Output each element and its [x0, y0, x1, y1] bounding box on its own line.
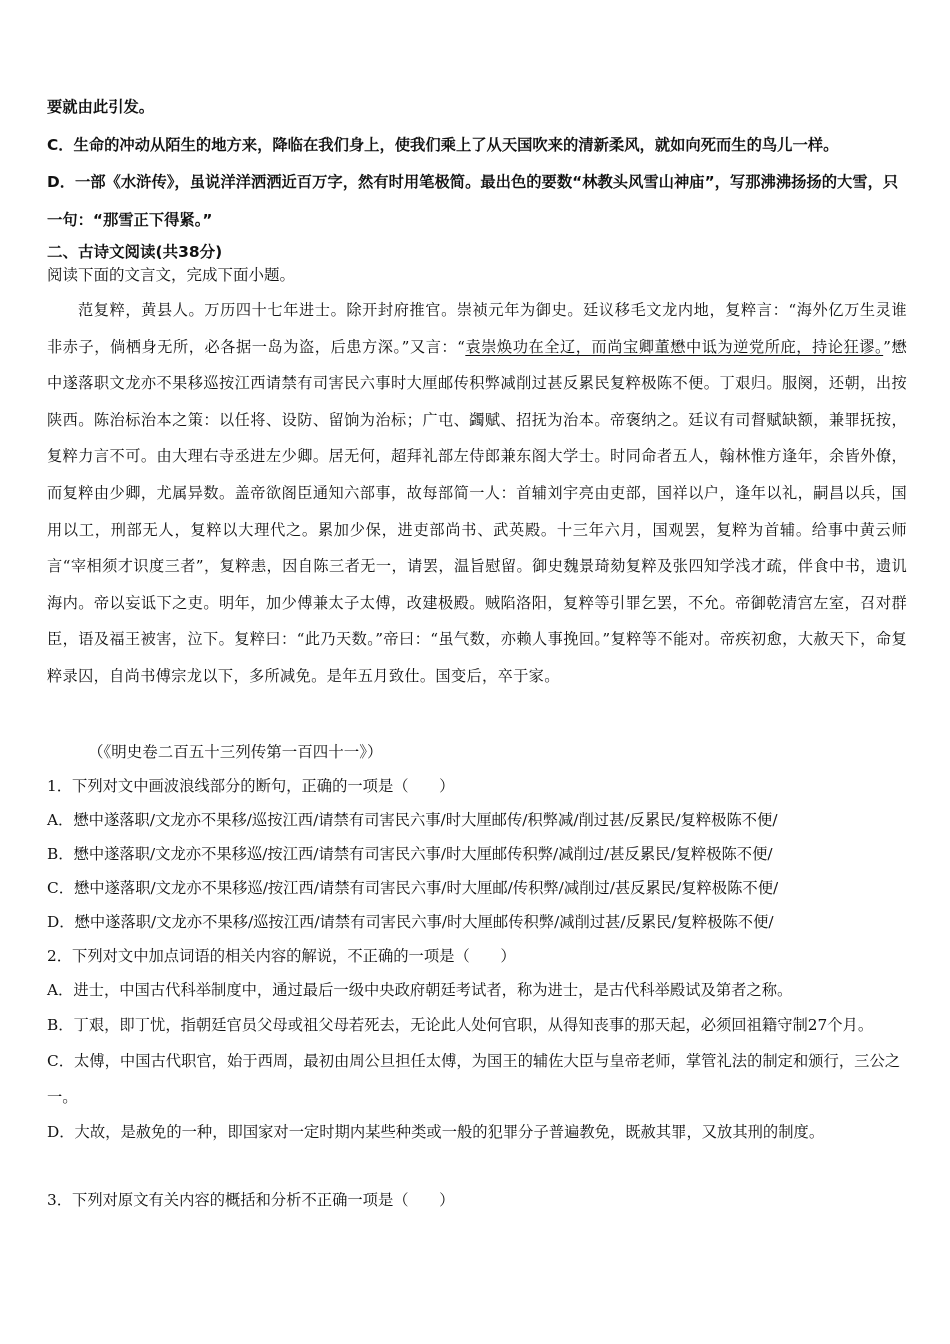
- question-2-option-a: A．进士，中国古代科举制度中，通过最后一级中央政府朝廷考试者，称为进士，是古代科举殿试及第者之称。: [47, 981, 793, 999]
- question-3-stem: 3．下列对原文有关内容的概括和分析不正确一项是（ ）: [47, 1191, 455, 1209]
- question-1-option-b: B．懋中遂落职/文龙亦不果移巡/按江西/请禁有司害民六事/时大厘邮传积弊/减削过/甚反累民/复粹极陈不便/: [47, 845, 773, 863]
- question-1: [47, 769, 907, 939]
- question-3: [47, 1183, 907, 1217]
- option-line-tail: 要就由此引发。: [47, 98, 155, 116]
- question-2-option-c: C．太傅，中国古代职官，始于西周，最初由周公旦担任太傅，为国王的辅佐大臣与皇帝老师，掌管礼法的制定和颁行，三公之一。: [47, 1052, 901, 1106]
- passage-part-1: 范复粹，黄县人。万历四十七年进士。除开封府推官。崇祯元年为御史。廷议移毛文龙内地，复粹言：“海外亿万生灵谁非赤子，倘栖身无所，必各据一岛为盗，后患方深。”又言：“: [47, 301, 907, 356]
- passage-source: （《明史卷二百五十三列传第一百四十一》）: [88, 743, 383, 761]
- question-2-stem: 2．下列对文中加点词语的相关内容的解说，不正确的一项是（ ）: [47, 947, 516, 965]
- question-2: [47, 939, 907, 1149]
- classical-passage: [47, 292, 907, 695]
- section-intro: 阅读下面的文言文，完成下面小题。: [47, 266, 296, 284]
- option-c: C．生命的冲动从陌生的地方来，降临在我们身上，使我们乘上了从天国吹来的清新柔风，就如向死而生的鸟儿一样。: [47, 135, 839, 154]
- option-d: D．一部《水浒传》，虽说洋洋洒洒近百万字，然有时用笔极简。最出色的要数“林教头风雪山神庙”，写那沸沸扬扬的大雪，只一句：“那雪正下得紧。”: [47, 173, 899, 229]
- question-1-option-a: A．懋中遂落职/文龙亦不果移/巡按江西/请禁有司害民六事/时大厘邮传/积弊减/削过甚/反累民/复粹极陈不便/: [47, 811, 778, 829]
- passage-part-2: ”懋中遂落职文龙亦不果移巡按江西请禁有司害民六事时大厘邮传积弊减削过甚反累民复粹极陈不便。丁艰归。服阕，还朝，出按陕西。陈治标治本之策：以任将、设防、留饷为治标；广屯、蠲赋、招抚为治本。帝褒纳之。廷议有司督赋缺额，兼罪抚按，复粹力言不可。由大理右寺丞进左少卿。居无何，超拜礼部左侍郎兼东阁大学士。时同命者五人，翰林惟方逢年，余皆外僚，而复粹由少卿，尤属异数。盖帝欲阁臣通知六部事，故每部简一人：首辅刘宇亮由吏部，国祥以户，逢年以礼，嗣昌以兵，国用以工，刑部无人，复粹以大理代之。累加少保，进吏部尚书、武英殿。十三年六月，国观罢，复粹为首辅。给事中黄云师言“宰相须才识度三者”，复粹恚，因自陈三者无一，请罢，温旨慰留。御史魏景琦劾复粹及张四知学浅才疏，伴食中书，遗讥海内。帝以妄诋下之吏。明年，加少傅兼太子太傅，改建极殿。贼陷洛阳，复粹等引罪乞罢，不允。帝御乾清宫左室，召对群臣，语及福王被害，泣下。复粹曰：“此乃天数。”帝曰：“虽气数，亦赖人事挽回。”复粹等不能对。帝疾初愈，大赦天下，命复粹录囚，自尚书傅宗龙以下，多所减免。是年五月致仕。国变后，卒于家。: [47, 337, 908, 685]
- question-1-stem: 1．下列对文中画波浪线部分的断句，正确的一项是（ ）: [47, 777, 455, 795]
- wavy-underlined-text: 袁崇焕功在全辽，而尚宝卿董懋中诋为逆党所庇，持论狂谬。: [465, 337, 884, 356]
- question-1-option-d: D．懋中遂落职/文龙亦不果移/巡按江西/请禁有司害民六事/时大厘邮传积弊/减削过甚/反累民/复粹极陈不便/: [47, 913, 774, 931]
- section-title: 二、古诗文阅读(共38分): [47, 243, 223, 261]
- question-2-option-d: D．大故，是赦免的一种，即国家对一定时期内某些种类或一般的犯罪分子普遍教免，既赦其罪，又放其刑的制度。: [47, 1123, 825, 1141]
- question-2-option-b: B．丁艰，即丁忧，指朝廷官员父母或祖父母若死去，无论此人处何官职，从得知丧事的那天起，必须回祖籍守制27个月。: [47, 1016, 874, 1034]
- question-1-option-c: C．懋中遂落职/文龙亦不果移巡/按江西/请禁有司害民六事/时大厘邮/传积弊/减削过/甚反累民/复粹极陈不便/: [47, 879, 779, 897]
- previous-question-options: [47, 89, 907, 239]
